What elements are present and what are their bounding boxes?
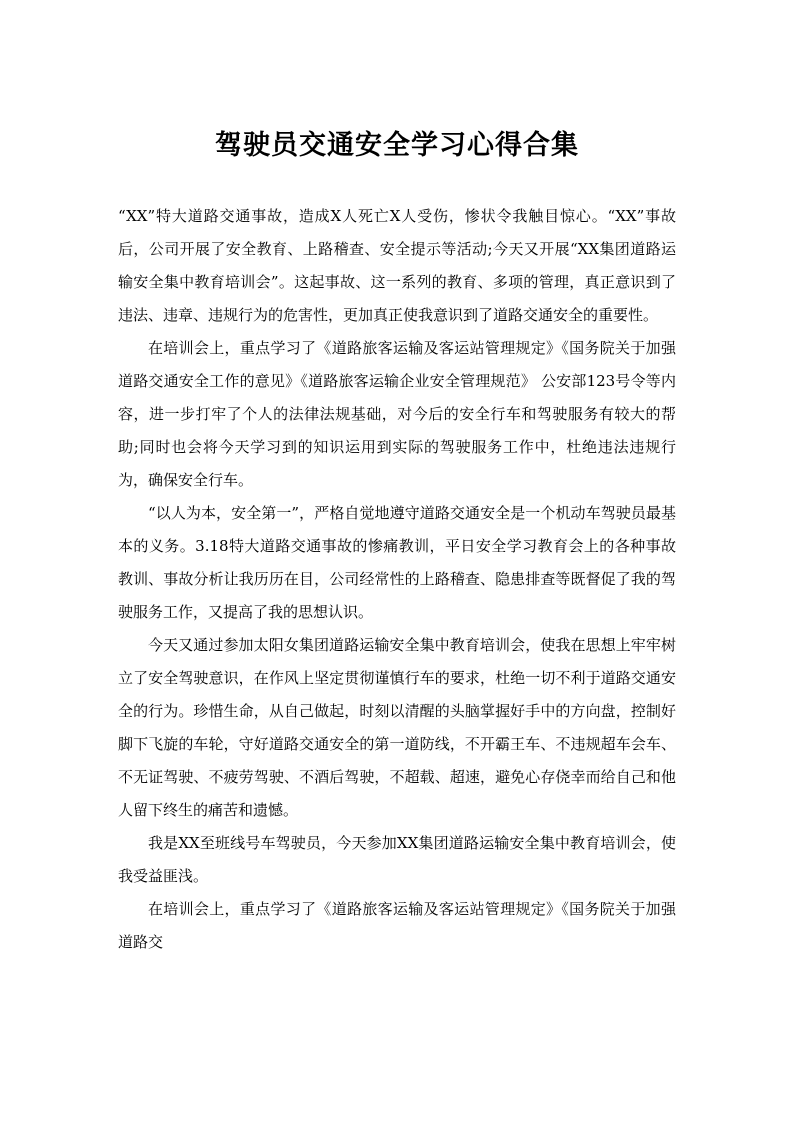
paragraph-3: “以人为本，安全第一”，严格自觉地遵守道路交通安全是一个机动车驾驶员最基本的义务。3.18特大道路交通事故的惨痛教训，平日安全学习教育会上的各种事故教训、事故分析让我历历在目，公司经常性的上路稽查、隐患排查等既督促了我的驾驶服务工作，又提高了我的思想认识。: [118, 504, 676, 621]
paragraph-4: 今天又通过参加太阳女集团道路运输安全集中教育培训会，使我在思想上牢牢树立了安全驾驶意识，在作风上坚定贯彻谨慎行车的要求，杜绝一切不利于道路交通安全的行为。珍惜生命，从自己做起，时刻以清醒的头脑掌握好手中的方向盘，控制好脚下飞旋的车轮，守好道路交通安全的第一道防线，不开霸王车、不违规超车会车、不无证驾驶、不疲劳驾驶、不酒后驾驶，不超载、超速，避免心存侥幸而给自己和他人留下终生的痛苦和遗憾。: [118, 636, 676, 819]
document-title: 驾驶员交通安全学习心得合集: [215, 130, 579, 161]
paragraph-2: 在培训会上，重点学习了《道路旅客运输及客运站管理规定》《国务院关于加强道路交通安全工作的意见》《道路旅客运输企业安全管理规范》 公安部123号令等内容，进一步打牢了个人的法律法规基础，对今后的安全行车和驾驶服务有较大的帮助;同时也会将今天学习到的知识运用到实际的驾驶服务工作中，杜绝违法违规行为，确保安全行车。: [118, 339, 676, 489]
paragraph-5: 我是XX至班线号车驾驶员，今天参加XX集团道路运输安全集中教育培训会，使我受益匪浅。: [118, 834, 676, 885]
paragraph-6: 在培训会上，重点学习了《道路旅客运输及客运站管理规定》《国务院关于加强道路交: [118, 900, 676, 951]
paragraph-1: “XX”特大道路交通事故，造成X人死亡X人受伤，惨状令我触目惊心。“XX”事故后，公司开展了安全教育、上路稽查、安全提示等活动;今天又开展“XX集团道路运输安全集中教育培训会”。这起事故、这一系列的教育、多项的管理，真正意识到了违法、违章、违规行为的危害性，更加真正使我意识到了道路交通安全的重要性。: [118, 207, 676, 324]
document-body: [118, 200, 676, 959]
